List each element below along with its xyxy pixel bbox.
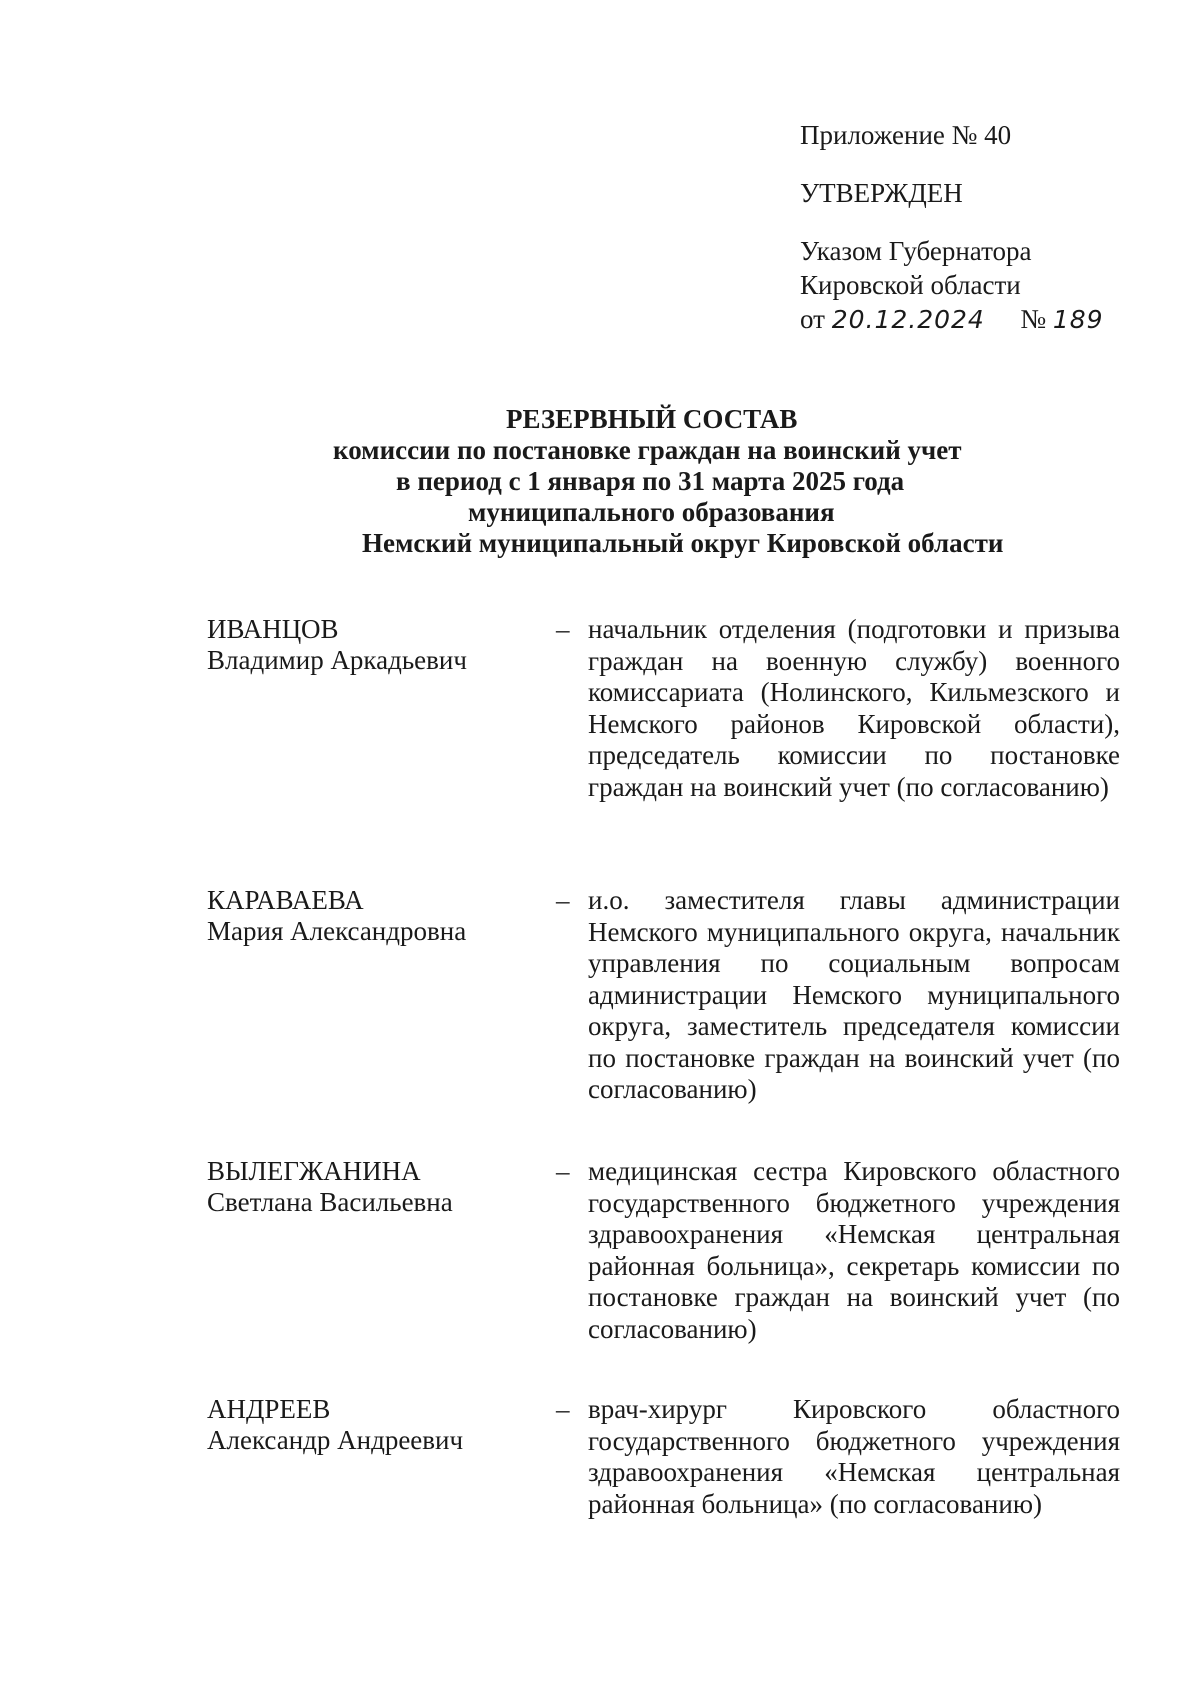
member-description: начальник отделения (подготовки и призыва граждан на военную службу) военного комиссариата (Нолинского, Кильмезского и Немского районов Кировской области), председатель комиссии по постановке граждан на воинский учет (по согласованию) (588, 614, 1120, 802)
member-description: и.о. заместителя главы администрации Немского муниципального округа, начальник управления по социальным вопросам администрации Немского муниципального округа, заместитель председателя комиссии по постановке граждан на воинский учет (по согласованию) (588, 885, 1120, 1104)
member-surname: КАРАВАЕВА (207, 885, 364, 915)
member-name (207, 1394, 527, 1456)
member-name (207, 885, 527, 947)
member-dash: – (556, 1156, 570, 1186)
member-given-name: Светлана Васильевна (207, 1187, 453, 1217)
decree-date-line (800, 302, 1180, 337)
member-dash: – (556, 1394, 570, 1424)
member-description: врач-хирург Кировского областного государственного бюджетного учреждения здравоохранения «Немская центральная районная больница» (по согласованию) (588, 1394, 1120, 1519)
member-name (207, 614, 527, 676)
title-line-4: муниципального образования (468, 497, 835, 527)
member-surname: ИВАНЦОВ (207, 614, 339, 644)
decree-date-handwritten: 20.12.2024 (831, 305, 985, 334)
member-given-name: Владимир Аркадьевич (207, 645, 467, 675)
approved-label: УТВЕРЖДЕН (800, 178, 963, 208)
title-line-2: комиссии по постановке граждан на воинский учет (333, 435, 962, 465)
member-dash: – (556, 614, 570, 644)
decree-line-2: Кировской области (800, 270, 1021, 300)
member-given-name: Александр Андреевич (207, 1425, 464, 1455)
appendix-number: Приложение № 40 (800, 120, 1012, 150)
member-surname: АНДРЕЕВ (207, 1394, 331, 1424)
decree-number-handwritten: 189 (1052, 305, 1104, 334)
member-given-name: Мария Александровна (207, 916, 467, 946)
member-surname: ВЫЛЕГЖАНИНА (207, 1156, 421, 1186)
member-description: медицинская сестра Кировского областного государственного бюджетного учреждения здравоохранения «Немская центральная районная больница», секретарь комиссии по постановке граждан на воинский учет (по согласованию) (588, 1156, 1120, 1344)
member-name (207, 1156, 527, 1218)
title-line-3: в период с 1 января по 31 марта 2025 года (396, 466, 905, 496)
title-line-5: Немский муниципальный округ Кировской области (362, 528, 1004, 558)
title-line-1: РЕЗЕРВНЫЙ СОСТАВ (506, 404, 798, 434)
member-dash: – (556, 885, 570, 915)
approval-block (800, 118, 1180, 337)
decree-line-1: Указом Губернатора (800, 236, 1032, 266)
date-prefix: от (800, 304, 825, 334)
number-prefix: № (1020, 304, 1047, 334)
